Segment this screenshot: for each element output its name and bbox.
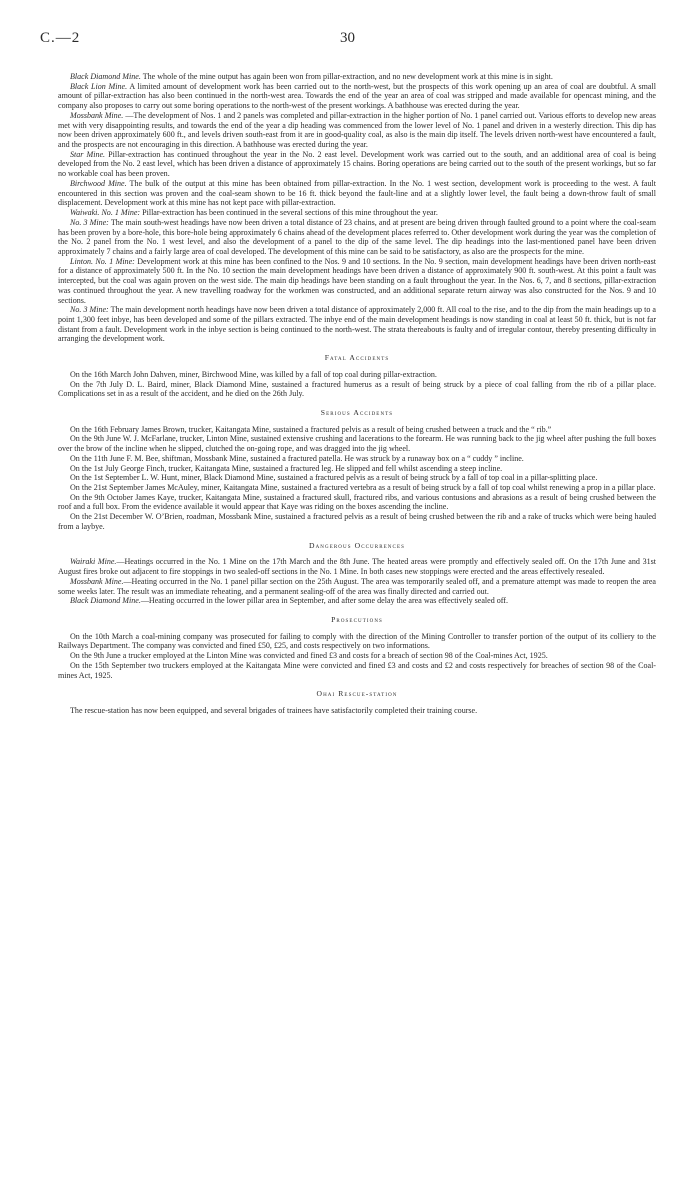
section-title-fatal-accidents: Fatal Accidents xyxy=(324,353,390,363)
paragraph xyxy=(58,305,656,344)
paragraph-text: —The development of Nos. 1 and 2 panels was completed and pillar-extraction in the higher portion of No. 1 panel carried out. Various efforts to develop new areas met with very disappointing results, and towards the end of the year a dip heading was commenced from the lower level of No. 1 panel and driven in a westerly direction. This dip has now been driven approximately 600 ft., and levels driven south-east from it are in good-quality coal, as also is the main dip itself. The levels driven north-west have encountered a fault, and the prospects are not encouraging in this direction. A bathhouse was erected during the year. xyxy=(58,110,656,150)
section-title-prosecutions: Prosecutions xyxy=(331,614,383,624)
page-header xyxy=(40,30,656,56)
document-reference: C.—2 xyxy=(40,30,81,46)
paragraph-lead: Black Diamond Mine. xyxy=(70,596,141,606)
document-page xyxy=(40,30,656,716)
paragraph xyxy=(58,557,656,576)
paragraph: On the 7th July D. L. Baird, miner, Black Diamond Mine, sustained a fractured humerus as a result of being struck by a piece of coal falling from the rib of a pillar place. Complications set in as a result of the accident, and he died on the 26th July. xyxy=(58,379,656,399)
paragraph: On the 9th June W. J. McFarlane, trucker, Linton Mine, sustained extensive crushing and lacerations to the forearm. He was running back to the jig wheel after pushing the full boxes over the brow of the incline when he slipped, clutched the on-going rope, and was dragged into the jig wheel. xyxy=(58,434,656,454)
paragraph-lead: Linton. No. 1 Mine: xyxy=(70,256,135,266)
paragraph: On the 1st September L. W. Hunt, miner, Black Diamond Mine, sustained a fractured pelvis as a result of being struck by a fall of top coal in a pillar-splitting place. xyxy=(70,473,598,483)
paragraph-lead: Mossbank Mine. xyxy=(70,576,124,586)
paragraph-lead: Birchwood Mine. xyxy=(70,178,127,188)
paragraph: On the 9th June a trucker employed at the Linton Mine was convicted and fined £3 and costs for a breach of section 98 of the Coal-mines Act, 1925. xyxy=(70,651,548,661)
paragraph: On the 21st September James McAuley, miner, Kaitangata Mine, sustained a fractured vertebra as a result of being struck by a fall of top coal whilst renewing a prop in a pillar place. xyxy=(70,483,656,493)
paragraph-lead: Mossbank Mine. xyxy=(70,110,124,120)
paragraph-lead: No. 3 Mine: xyxy=(70,305,109,315)
dangerous-occurrences-section xyxy=(58,557,656,606)
paragraph-lead: Wairaki Mine. xyxy=(70,557,117,567)
paragraph-text: The main development north headings have now been driven a total distance of approximately 2,000 ft. All coal to the rise, and to the dip from the main headings up to a point 1,300 feet inbye, has been developed and some of the pillars extracted. The inbye end of the main development headings is now standing in coal at least 50 ft. thick, but is not far distant from a fault. Development work in the inbye section is being continued to the north-west. The strata thereabouts is faulty and of irregular contour, thereby presenting difficulty in arranging the development work. xyxy=(58,305,656,344)
paragraph: On the 10th March a coal-mining company was prosecuted for failing to comply with the direction of the Mining Controller to transfer portion of the output of its colliery to the Railways Department. The company was convicted and fined £50, £25, and costs respectively on two informations. xyxy=(58,631,656,651)
paragraph: On the 16th March John Dahven, miner, Birchwood Mine, was killed by a fall of top coal during pillar-extraction. xyxy=(70,369,437,379)
section-title-ohai-rescue-station: Ohai Rescue-station xyxy=(316,689,398,699)
paragraph-text: —Heating occurred in the No. 1 panel pillar section on the 25th August. The area was temporarily sealed off, and a premature attempt was made to reopen the area some weeks later. The result was an immediate reheating, and a permanent sealing-off of the area was finally directed and carried out. xyxy=(58,576,656,596)
paragraph-lead: Black Lion Mine. xyxy=(70,81,128,91)
ohai-rescue-station-section xyxy=(58,706,656,716)
paragraph-text: —Heatings occurred in the No. 1 Mine on the 17th March and the 8th June. The heated areas were promptly and effectively sealed off. On the 17th June and 31st August fires broke out adjacent to fire stoppings in two sealed-off sections in the No. 1 Mine. In both cases new stoppings were erected and the areas effectively resealed. xyxy=(58,557,656,577)
paragraph: On the 15th September two truckers employed at the Kaitangata Mine were convicted and fined £3 and costs and £2 and costs respectively for breaches of section 98 of the Coal-mines Act, 1925. xyxy=(58,660,656,680)
section-title-dangerous-occurrences: Dangerous Occurrences xyxy=(309,540,405,550)
prosecutions-section xyxy=(58,632,656,681)
document-body xyxy=(58,72,656,716)
paragraph: On the 1st July George Finch, trucker, Kaitangata Mine, sustained a fractured leg. He slipped and fell whilst ascending a steep incline. xyxy=(70,463,503,473)
paragraph-lead: No. 3 Mine: xyxy=(70,217,109,227)
mine-reports xyxy=(58,72,656,344)
paragraph-text: A limited amount of development work has been carried out to the north-west, but the prospects of this work opening up an area of coal are doubtful. A small amount of pillar-extraction has also been continued in the north-west area. Towards the end of the year an area of coal was stripped and made available for opencast mining, and the company also proposes to carry out some boring operations to the north-west of the present workings. A bathhouse was erected during the year. xyxy=(58,81,656,111)
paragraph-text: —Heating occurred in the lower pillar area in September, and after some delay the area was effectively sealed off. xyxy=(140,596,508,606)
paragraph xyxy=(58,111,656,150)
paragraph-text: Development work at this mine has been confined to the Nos. 9 and 10 sections. In the No. 9 section, main development headings have been driven north-east for a distance of approximately 500 ft. In the No. 10 section the main development headings have been driven a distance of approximately 900 ft. south-west. At this point a fault was intercepted, but the coal was again proven on the west side. The main dip headings have been standing on a fault throughout the year. In the Nos. 6, 7, and 8 sections, pillar-extraction was continued throughout the year. A new travelling roadway for the workmen was constructed, and an additional separate return airway was also constructed for the Nos. 9 and 10 sections. xyxy=(58,256,656,305)
paragraph-lead: Black Diamond Mine. xyxy=(70,72,141,81)
paragraph xyxy=(58,179,656,208)
paragraph-text: The bulk of the output at this mine has been obtained from pillar-extraction. In the No. 1 west section, development work is proceeding to the west. A fault encountered in this section was proven and the coal-seam shown to be 16 ft. thick beyond the fault-line and at a slightly lower level, the fault being a down-throw fault of small displacement. Development work at this mine has not kept pace with pillar-extraction. xyxy=(58,178,656,208)
paragraph xyxy=(58,150,656,179)
paragraph: The rescue-station has now been equipped, and several brigades of trainees have satisfactorily completed their training course. xyxy=(70,705,478,715)
paragraph: On the 9th October James Kaye, trucker, Kaitangata Mine, sustained a fractured skull, fractured ribs, and various contusions and abrasions as a result of being crushed between the roof and a full box. From the evidence available it would appear that Kaye was riding on the boxes ascending the incline. xyxy=(58,492,656,512)
paragraph: On the 11th June F. M. Bee, shiftman, Mossbank Mine, sustained a fractured patella. He was struck by a runaway box on a “ cuddy ” incline. xyxy=(70,453,524,463)
serious-accidents-section xyxy=(58,425,656,532)
paragraph xyxy=(58,208,656,218)
paragraph xyxy=(58,82,656,111)
paragraph-lead: Star Mine. xyxy=(70,149,106,159)
paragraph xyxy=(58,218,656,257)
paragraph-text: Pillar-extraction has continued throughout the year in the No. 2 east level. Development work was carried out to the south, and an additional area of coal is being developed from the No. 2 east level, which has been driven a distance of approximately 15 chains. Boring operations are being carried out to the south of the present workings, but so far no workable coal has been proven. xyxy=(58,149,656,179)
paragraph-text: The main south-west headings have now been driven a total distance of 23 chains, and at present are being driven through faulted ground to a point where the coal-seam has been proven by a bore-hole, this bore-hole being approximately 6 chains ahead of the development places referred to. Other development work during the year was the completion of the No. 2 panel from the No. 1 west level, and also the development of a panel to the dip of the same level. The dip headings into the last-mentioned panel have been driven approximately 7 chains and a fairly large area of coal developed. The development of this mine can be said to be satisfactory, as also are the prospects for the mine. xyxy=(58,217,656,256)
paragraph-lead: Waiwaki. No. 1 Mine: xyxy=(70,208,141,218)
section-title-serious-accidents: Serious Accidents xyxy=(320,408,394,417)
paragraph-text: Pillar-extraction has been continued in the several sections of this mine throughout the year. xyxy=(142,208,438,218)
paragraph xyxy=(58,596,656,606)
paragraph xyxy=(58,72,656,82)
paragraph: On the 16th February James Brown, trucker, Kaitangata Mine, sustained a fractured pelvis as a result of being crushed between a truck and the “ rib.” xyxy=(70,424,552,434)
paragraph xyxy=(58,257,656,306)
page-number: 30 xyxy=(340,30,355,46)
fatal-accidents-section xyxy=(58,370,656,399)
paragraph-text: The whole of the mine output has again been won from pillar-extraction, and no new development work at this mine is in sight. xyxy=(142,72,553,81)
paragraph xyxy=(58,577,656,596)
paragraph: On the 21st December W. O’Brien, roadman, Mossbank Mine, sustained a fractured pelvis as a result of being crushed between the rib and a rake of trucks which were being hauled from a laybye. xyxy=(58,512,656,531)
